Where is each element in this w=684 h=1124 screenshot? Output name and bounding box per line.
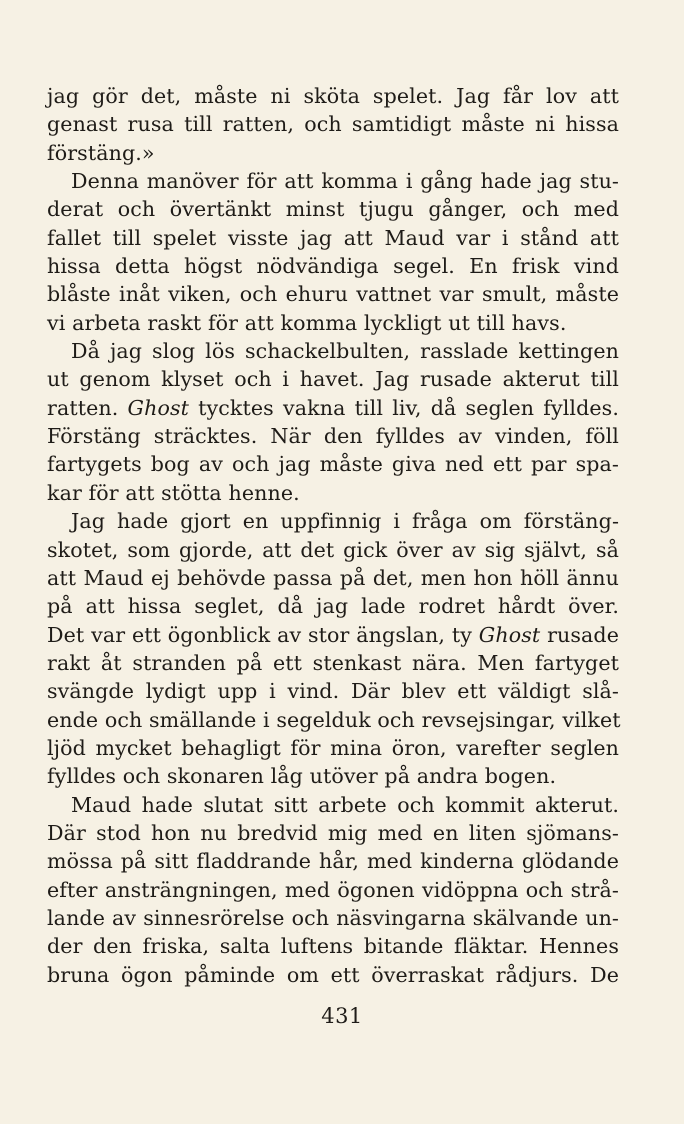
text-line-27: Där stod hon nu bredvid mig med en liten sjömans- [47, 820, 619, 845]
text-line-10: Då jag slog lös schackelbulten, rasslade kettingen [71, 339, 619, 364]
text-line-32: bruna ögon påminde om ett överraskat rådjurs. De [47, 962, 619, 987]
text-line-17: skotet, som gjorde, att det gick över av sig självt, så [47, 537, 619, 562]
text-line-8: blåste inåt viken, och ehuru vattnet var smult, måste [47, 282, 619, 307]
text-line-1: jag gör det, måste ni sköta spelet. Jag får lov att [47, 84, 619, 108]
ship-name-ghost: Ghost [127, 395, 190, 420]
text-line-12 [47, 394, 619, 422]
text-line-30: lande av sinnesrörelse och näsvingarna skälvande un- [47, 905, 619, 930]
text-line-3: förstäng.» [47, 140, 155, 165]
text-line-12-start: ratten. [47, 395, 128, 420]
text-line-15: kar för att stötta henne. [47, 480, 300, 505]
page-number: 431 [321, 1004, 363, 1028]
text-line-20 [47, 621, 619, 649]
text-line-23: ende och smällande i segelduk och revsejsingar, vilket [47, 707, 621, 732]
text-line-26: Maud hade slutat sitt arbete och kommit akterut. [71, 792, 619, 817]
text-line-7: hissa detta högst nödvändiga segel. En frisk vind [47, 254, 619, 279]
text-line-25: fylldes och skonaren låg utöver på andra bogen. [47, 764, 557, 789]
text-line-2: genast rusa till ratten, och samtidigt måste ni hissa [47, 112, 619, 137]
text-line-16: Jag hade gjort en uppfinnig i fråga om förstäng- [71, 509, 619, 534]
text-line-22: svängde lydigt upp i vind. Där blev ett väldigt slå- [47, 679, 619, 704]
page-text [47, 82, 619, 989]
text-line-20-start: Det var ett ögonblick av stor ängslan, ty [47, 622, 479, 647]
text-line-4: Denna manöver för att komma i gång hade jag stu- [71, 169, 619, 194]
text-line-12-end: tycktes vakna till liv, då seglen fylldes. [189, 395, 619, 420]
text-line-14: fartygets bog av och jag måste giva ned ett par spa- [47, 452, 619, 477]
text-line-29: efter ansträngningen, med ögonen vidöppna och strå- [47, 877, 619, 902]
text-line-6: fallet till spelet visste jag att Maud var i stånd att [47, 225, 619, 250]
ship-name-ghost: Ghost [478, 622, 541, 647]
text-line-21: rakt åt stranden på ett stenkast nära. Men fartyget [47, 650, 619, 675]
text-line-20-end: rusade [540, 622, 619, 647]
text-line-9: vi arbeta raskt för att komma lyckligt ut till havs. [47, 310, 567, 335]
text-line-24: ljöd mycket behagligt för mina öron, varefter seglen [47, 735, 619, 760]
text-line-31: der den friska, salta luftens bitande fläktar. Hennes [47, 934, 619, 959]
text-line-5: derat och övertänkt minst tjugu gånger, och med [47, 197, 619, 222]
text-line-11: ut genom klyset och i havet. Jag rusade akterut till [47, 367, 619, 392]
text-line-19: på att hissa seglet, då jag lade rodret hårdt över. [47, 594, 619, 619]
text-line-18: att Maud ej behövde passa på det, men hon höll ännu [47, 565, 619, 590]
text-line-13: Förstäng sträcktes. När den fylldes av vinden, föll [47, 424, 619, 449]
text-line-28: mössa på sitt fladdrande hår, med kinderna glödande [47, 849, 619, 874]
